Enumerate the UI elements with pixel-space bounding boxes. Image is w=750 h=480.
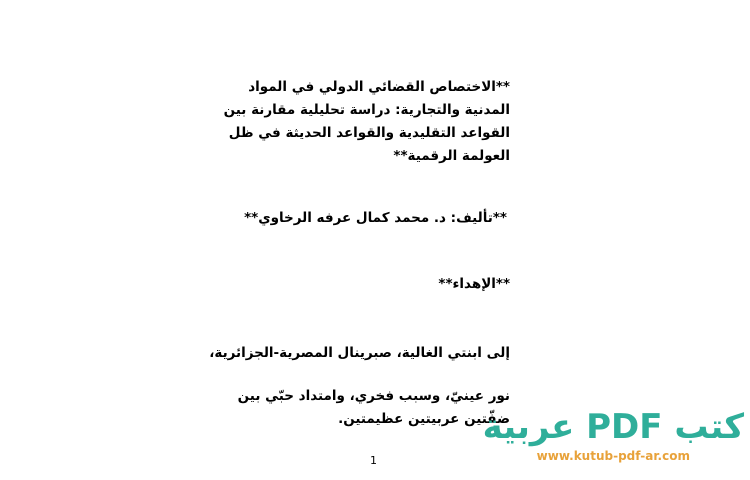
book-title	[224, 76, 510, 168]
title-line: **الاختصاص القضائي الدولي في المواد	[248, 79, 510, 95]
page-number: 1	[370, 454, 377, 467]
title-line: المدنية والتجارية: دراسة تحليلية مقارنة بين	[223, 102, 510, 118]
dedication-paragraph-line: نور عينيّ، وسبب فخري، وامتداد حبّي بين	[237, 388, 510, 404]
dedication-paragraph-line: ضفّتين عربيتين عظيمتين.	[338, 411, 510, 427]
dedication-heading: **الإهداء**	[438, 276, 510, 292]
author-line: **تأليف: د. محمد كمال عرفه الرخاوي**	[244, 210, 507, 226]
title-line: العولمة الرقمية**	[393, 148, 510, 164]
watermark-logo-text: كتب PDF عربية	[482, 407, 744, 447]
dedication-paragraph	[238, 385, 510, 431]
dedication-line: إلى ابنتي الغالية، صبرينال المصرية-الجزائرية،	[209, 345, 510, 361]
site-watermark	[483, 408, 744, 464]
title-line: القواعد التقليدية والقواعد الحديثة في ظل	[228, 125, 510, 141]
watermark-url: www.kutub-pdf-ar.com	[536, 449, 690, 463]
